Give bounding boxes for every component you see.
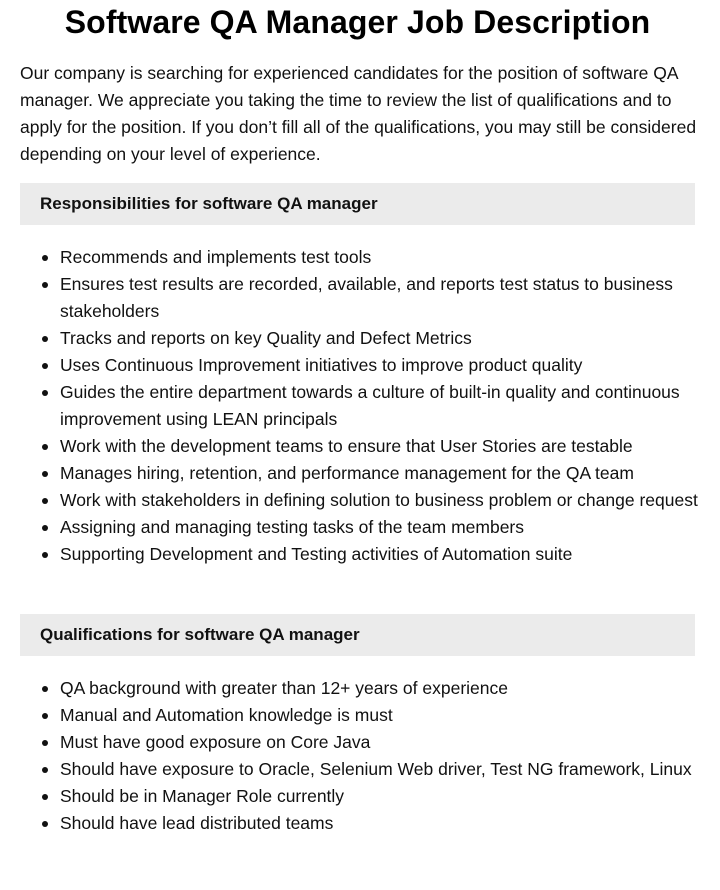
qualifications-heading: Qualifications for software QA manager bbox=[20, 614, 695, 656]
responsibility-item: Ensures test results are recorded, available, and reports test status to business stakeholders bbox=[60, 271, 700, 325]
qualifications-list bbox=[20, 675, 700, 837]
intro-paragraph: Our company is searching for experienced candidates for the position of software QA manager. We appreciate you taking the time to review the list of qualifications and to apply for the position. If you don’t fill all of the qualifications, you may still be considered depending on your level of experience. bbox=[20, 63, 697, 164]
responsibility-item: Tracks and reports on key Quality and Defect Metrics bbox=[60, 325, 700, 352]
responsibility-item: Work with the development teams to ensure that User Stories are testable bbox=[60, 433, 700, 460]
qualification-item: QA background with greater than 12+ years of experience bbox=[60, 675, 700, 702]
qualification-item: Should have lead distributed teams bbox=[60, 810, 700, 837]
qualification-item: Manual and Automation knowledge is must bbox=[60, 702, 700, 729]
responsibility-item: Recommends and implements test tools bbox=[60, 244, 700, 271]
responsibility-item: Guides the entire department towards a culture of built-in quality and continuous improvement using LEAN principals bbox=[60, 379, 700, 433]
responsibility-item: Manages hiring, retention, and performance management for the QA team bbox=[60, 460, 700, 487]
responsibility-item: Uses Continuous Improvement initiatives to improve product quality bbox=[60, 352, 700, 379]
qualification-item: Should have exposure to Oracle, Selenium Web driver, Test NG framework, Linux bbox=[60, 756, 700, 783]
responsibility-item: Work with stakeholders in defining solution to business problem or change request bbox=[60, 487, 700, 514]
qualification-item: Should be in Manager Role currently bbox=[60, 783, 700, 810]
responsibilities-list bbox=[20, 244, 700, 568]
responsibility-item: Assigning and managing testing tasks of the team members bbox=[60, 514, 700, 541]
responsibility-item: Supporting Development and Testing activities of Automation suite bbox=[60, 541, 700, 568]
qualification-item: Must have good exposure on Core Java bbox=[60, 729, 700, 756]
page-title: Software QA Manager Job Description bbox=[64, 4, 651, 40]
responsibilities-heading: Responsibilities for software QA manager bbox=[20, 183, 695, 225]
